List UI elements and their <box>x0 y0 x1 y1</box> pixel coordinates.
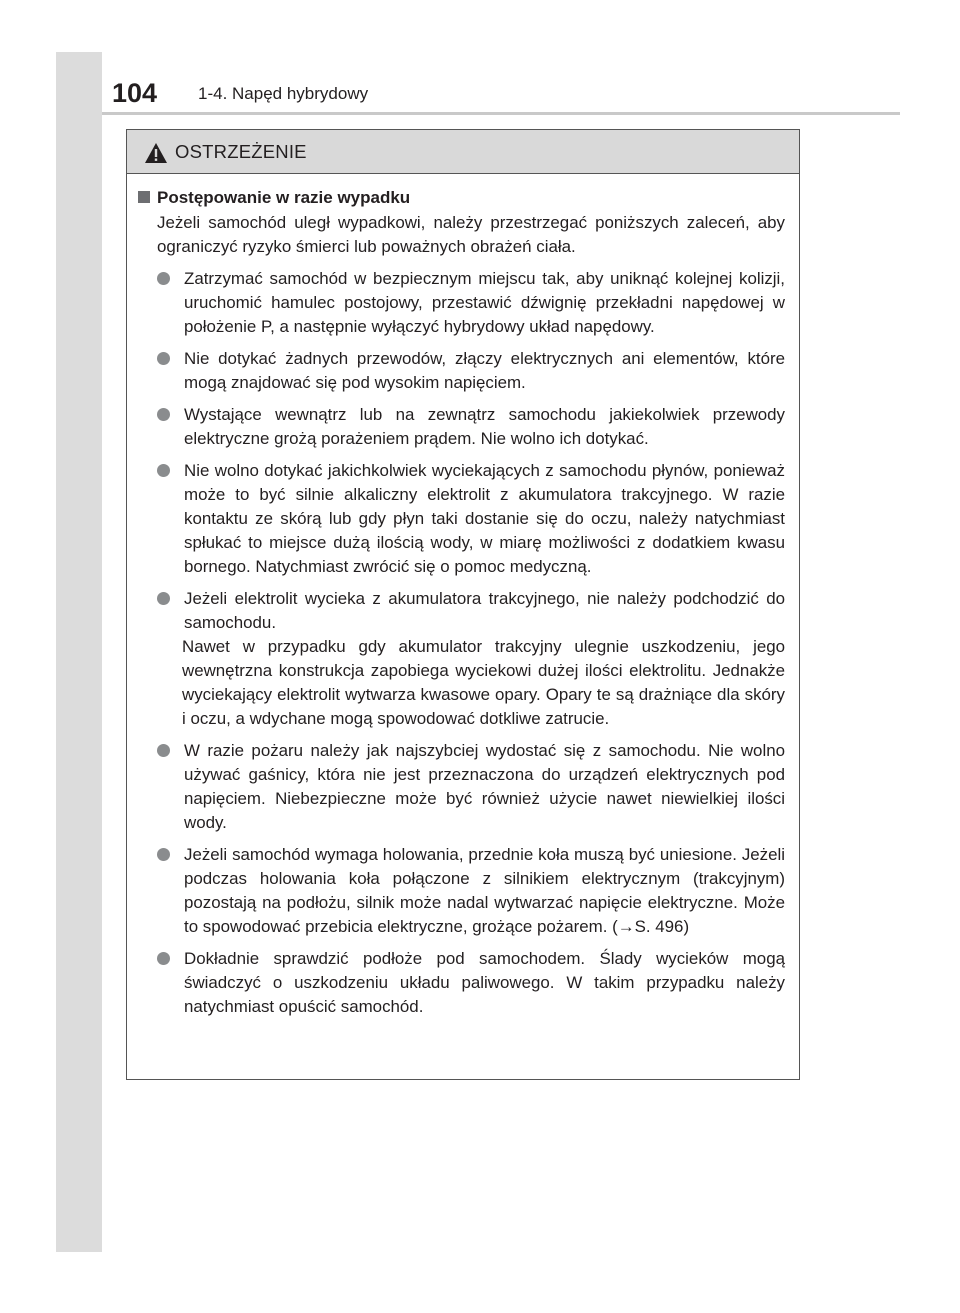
list-item-text: Nie wolno dotykać jakichkolwiek wyciekających z samochodu płynów, ponieważ może to być silnie alkaliczny elektrolit z akumulatora trakcyjnego. W razie kontaktu ze skórą lub gdy płyn taki dostanie się do oczu, należy natychmiast spłukać to miejsce dużą ilością wody, w miarę możliwości z dodatkiem kwasu bornego. Natychmiast zwrócić się o pomoc medyczną. <box>184 461 785 576</box>
list-item <box>138 403 785 451</box>
list-item-text: Nie dotykać żadnych przewodów, złączy elektrycznych ani elementów, które mogą znajdować się pod wysokim napięciem. <box>184 349 785 392</box>
warning-triangle-icon <box>144 142 168 164</box>
header-divider <box>102 112 900 115</box>
square-bullet-icon <box>138 191 150 203</box>
list-item-note: Nawet w przypadku gdy akumulator trakcyjny ulegnie uszkodzeniu, jego wewnętrzna konstrukcja zapobiega wyciekowi dużej ilości elektrolitu. Jednakże wyciekający elektrolit wytwarza kwasowe opary. Opary te są drażniące dla skóry i oczu, a wdychane mogą spowodować dotkliwe zatrucie. <box>182 637 785 728</box>
list-item-text: Zatrzymać samochód w bezpiecznym miejscu tak, aby uniknąć kolejnej kolizji, uruchomić hamulec postojowy, przestawić dźwignię przekładni napędowej w położenie P, a następnie wyłączyć hybrydowy układ napędowy. <box>184 269 785 336</box>
round-bullet-icon <box>157 408 170 421</box>
warning-body <box>127 174 799 1019</box>
round-bullet-icon <box>157 592 170 605</box>
round-bullet-icon <box>157 272 170 285</box>
list-item-text: Jeżeli samochód wymaga holowania, przednie koła muszą być uniesione. Jeżeli podczas holowania koła połączone z silnikiem elektrycznym (trakcyjnym) pozostają na podłożu, silnik może nadal wytwarzać napięcie elektryczne. Może to spowodować przebicia elektryczne, grożące pożarem. (→S. 496) <box>184 845 785 936</box>
list-item <box>138 267 785 339</box>
warning-list <box>138 267 785 1019</box>
page-header <box>102 52 900 110</box>
list-item-text: Dokładnie sprawdzić podłoże pod samochodem. Ślady wycieków mogą świadczyć o uszkodzeniu układu paliwowego. W takim przypadku należy natychmiast opuścić samochód. <box>184 949 785 1016</box>
warning-subheading <box>138 184 785 211</box>
page-number: 104 <box>112 78 158 108</box>
warning-subheading-text: Postępowanie w razie wypadku <box>157 188 411 207</box>
list-item <box>138 739 785 835</box>
section-title: 1-4. Napęd hybrydowy <box>198 84 369 103</box>
list-item-text: Wystające wewnątrz lub na zewnątrz samochodu jakiekolwiek przewody elektryczne grożą porażeniem prądem. Nie wolno ich dotykać. <box>184 405 785 448</box>
list-item <box>138 947 785 1019</box>
round-bullet-icon <box>157 952 170 965</box>
list-item-text: Jeżeli elektrolit wycieka z akumulatora trakcyjnego, nie należy podchodzić do samochodu. <box>184 589 785 632</box>
list-item <box>138 587 785 731</box>
warning-box <box>126 129 800 1080</box>
warning-header <box>127 130 799 174</box>
warning-title: OSTRZEŻENIE <box>175 141 307 162</box>
warning-intro: Jeżeli samochód uległ wypadkowi, należy przestrzegać poniższych zaleceń, aby ograniczyć ryzyko śmierci lub poważnych obrażeń ciała. <box>157 213 785 256</box>
side-tab-strip <box>56 52 102 1252</box>
list-item-text: W razie pożaru należy jak najszybciej wydostać się z samochodu. Nie wolno używać gaśnicy, która nie jest przeznaczona do urządzeń elektrycznych pod napięciem. Niebezpieczne może być również użycie nawet niewielkiej ilości wody. <box>184 741 785 832</box>
round-bullet-icon <box>157 352 170 365</box>
list-item <box>138 347 785 395</box>
round-bullet-icon <box>157 464 170 477</box>
list-item <box>138 459 785 579</box>
round-bullet-icon <box>157 744 170 757</box>
list-item <box>138 843 785 939</box>
round-bullet-icon <box>157 848 170 861</box>
